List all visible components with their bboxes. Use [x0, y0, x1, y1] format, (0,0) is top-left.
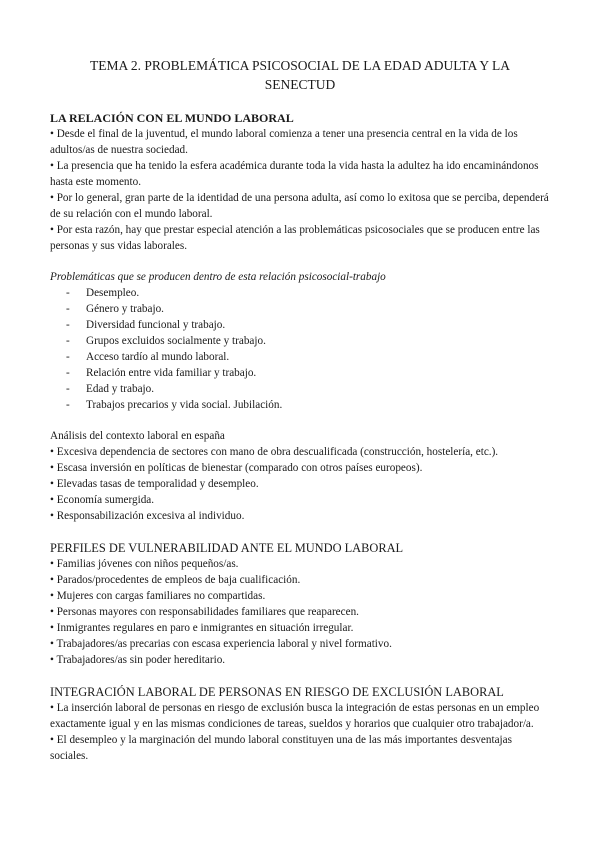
bullet-item: • Parados/procedentes de empleos de baja cualificación. [50, 574, 301, 586]
bullet-item: • Trabajadores/as sin poder hereditario. [50, 654, 226, 666]
bullet-item: • Familias jóvenes con niños pequeños/as. [50, 558, 239, 570]
bullet-item: • Trabajadores/as precarias con escasa experiencia laboral y nivel formativo. [50, 638, 392, 650]
page-title: TEMA 2. PROBLEMÁTICA PSICOSOCIAL DE LA EDAD ADULTA Y LA SENECTUD [90, 58, 510, 92]
list-item: - Acceso tardío al mundo laboral. [50, 349, 550, 365]
section-heading: INTEGRACIÓN LABORAL DE PERSONAS EN RIESGO DE EXCLUSIÓN LABORAL [50, 685, 504, 699]
bullet-item: • Responsabilización excesiva al individuo. [50, 510, 245, 522]
bullet-item: • Inmigrantes regulares en paro e inmigrantes en situación irregular. [50, 622, 354, 634]
bullet-item: • Desde el final de la juventud, el mundo laboral comienza a tener una presencia central en la vida de los adultos/as de nuestra sociedad. [50, 128, 518, 156]
section-analisis-contexto [50, 428, 550, 524]
section-integracion-laboral [50, 684, 550, 764]
bullet-item: • Personas mayores con responsabilidades familiares que reaparecen. [50, 606, 359, 618]
bullet-item: • Excesiva dependencia de sectores con mano de obra descualificada (construcción, hostelería, etc.). [50, 446, 499, 458]
section-heading: PERFILES DE VULNERABILIDAD ANTE EL MUNDO LABORAL [50, 541, 404, 555]
list-item: - Desempleo. [50, 285, 550, 301]
list-item: - Trabajos precarios y vida social. Jubilación. [50, 397, 550, 413]
section-relacion-mundo-laboral [50, 110, 550, 254]
bullet-item: • El desempleo y la marginación del mundo laboral constituyen una de las más importantes desventajas sociales. [50, 734, 512, 762]
bullet-item: • Elevadas tasas de temporalidad y desempleo. [50, 478, 259, 490]
list-item: - Género y trabajo. [50, 301, 550, 317]
list-item: - Edad y trabajo. [50, 381, 550, 397]
bullet-item: • La presencia que ha tenido la esfera académica durante toda la vida hasta la adultez ha ido encaminándonos hasta este momento. [50, 160, 539, 188]
bullet-item: • Economía sumergida. [50, 494, 155, 506]
list-item: - Diversidad funcional y trabajo. [50, 317, 550, 333]
section-heading: Análisis del contexto laboral en españa [50, 430, 225, 442]
bullet-item: • Escasa inversión en políticas de bienestar (comparado con otros países europeos). [50, 462, 423, 474]
bullet-item: • La inserción laboral de personas en riesgo de exclusión busca la integración de estas personas en un empleo exactamente igual y en las mismas condiciones de tareas, sueldos y horarios que cualquier otro trabajador/a. [50, 702, 540, 730]
bullet-item: • Por esta razón, hay que prestar especial atención a las problemáticas psicosociales que se producen entre las personas y sus vidas laborales. [50, 224, 540, 252]
dash-list [50, 285, 550, 413]
bullet-item: • Por lo general, gran parte de la identidad de una persona adulta, así como lo exitosa que se perciba, dependerá de su relación con el mundo laboral. [50, 192, 549, 220]
section-perfiles-vulnerabilidad [50, 540, 550, 668]
section-problematicas [50, 269, 550, 413]
list-item: - Relación entre vida familiar y trabajo. [50, 365, 550, 381]
section-heading: Problemáticas que se producen dentro de esta relación psicosocial-trabajo [50, 271, 386, 283]
section-heading: LA RELACIÓN CON EL MUNDO LABORAL [50, 111, 294, 125]
list-item: - Grupos excluidos socialmente y trabajo. [50, 333, 550, 349]
bullet-item: • Mujeres con cargas familiares no compartidas. [50, 590, 266, 602]
